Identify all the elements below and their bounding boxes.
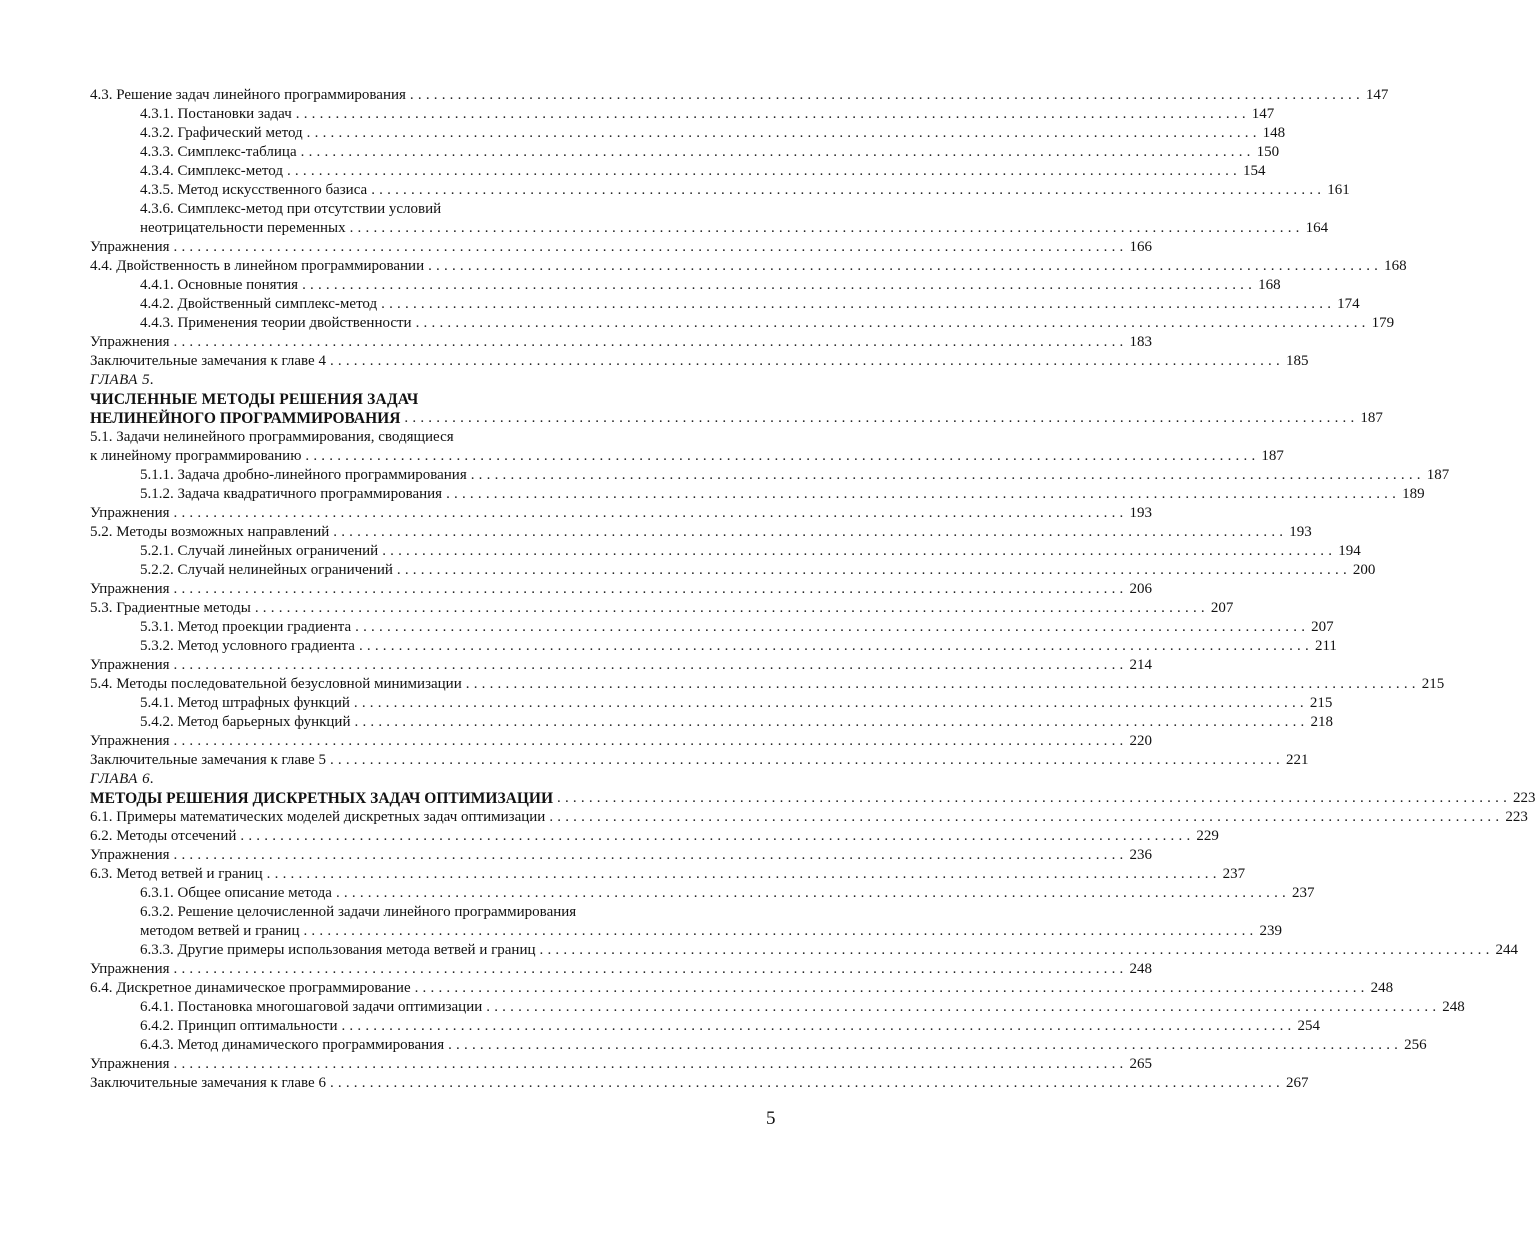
toc-entry: 6.3. Метод ветвей и границ ........................................................................................................................ 237 [90, 866, 1246, 882]
toc-entry: Упражнения ........................................................................................................................ 193 [90, 505, 1152, 521]
toc-entry: Упражнения ........................................................................................................................ 206 [90, 581, 1152, 597]
toc-entry: 5.3.2. Метод условного градиента ........................................................................................................................ 211 [140, 638, 1337, 654]
toc-entry: 6.4.2. Принцип оптимальности ........................................................................................................................ 254 [140, 1018, 1320, 1034]
toc-entry: 4.3. Решение задач линейного программирования ........................................................................................................................ 147 [90, 87, 1389, 103]
toc-entry: Упражнения ........................................................................................................................ 248 [90, 961, 1152, 977]
toc-entry: 6.4.3. Метод динамического программирования ........................................................................................................................ 256 [140, 1037, 1427, 1053]
toc-entry: методом ветвей и границ ........................................................................................................................ 239 [140, 923, 1282, 939]
toc-entry: к линейному программированию ........................................................................................................................ 187 [90, 448, 1284, 464]
toc-entry: 5.4.1. Метод штрафных функций ........................................................................................................................ 215 [140, 695, 1333, 711]
toc-entry: 6.1. Примеры математических моделей дискретных задач оптимизации ........................................................................................................................ 223 [90, 809, 1528, 825]
toc-entry: 5.2.1. Случай линейных ограничений ........................................................................................................................ 194 [140, 543, 1361, 559]
toc-entry: 4.3.1. Постановки задач ........................................................................................................................ 147 [140, 106, 1275, 122]
toc-entry: 5.2. Методы возможных направлений ........................................................................................................................ 193 [90, 524, 1312, 540]
toc-entry: Упражнения ........................................................................................................................ 220 [90, 733, 1152, 749]
toc-entry: 6.3.1. Общее описание метода ........................................................................................................................ 237 [140, 885, 1315, 901]
toc-entry: 4.4. Двойственность в линейном программировании ........................................................................................................................ 168 [90, 258, 1407, 274]
chapter-label: ГЛАВА 6. [90, 771, 155, 787]
toc-entry: Заключительные замечания к главе 6 ........................................................................................................................ 267 [90, 1075, 1309, 1091]
toc-entry: Упражнения ........................................................................................................................ 166 [90, 239, 1152, 255]
toc-entry: Упражнения ........................................................................................................................ 183 [90, 334, 1152, 350]
toc-entry: Упражнения ........................................................................................................................ 214 [90, 657, 1152, 673]
toc-entry: Заключительные замечания к главе 5 ........................................................................................................................ 221 [90, 752, 1309, 768]
toc-entry: Упражнения ........................................................................................................................ 236 [90, 847, 1152, 863]
toc-entry: 4.3.4. Симплекс-метод ........................................................................................................................ 154 [140, 163, 1266, 179]
toc-entry: неотрицательности переменных ........................................................................................................................ 164 [140, 220, 1329, 236]
toc-entry: 6.4. Дискретное динамическое программирование ........................................................................................................................ 248 [90, 980, 1394, 996]
toc-entry: Упражнения ........................................................................................................................ 265 [90, 1056, 1152, 1072]
toc-entry: 5.1.2. Задача квадратичного программирования ........................................................................................................................ 189 [140, 486, 1425, 502]
chapter-title: ЧИСЛЕННЫЕ МЕТОДЫ РЕШЕНИЯ ЗАДАЧ [90, 391, 419, 408]
toc-entry: 5.4.2. Метод барьерных функций ........................................................................................................................ 218 [140, 714, 1333, 730]
toc-entry: 6.3.3. Другие примеры использования метода ветвей и границ ........................................................................................................................ 244 [140, 942, 1519, 958]
toc-entry: 4.4.3. Применения теории двойственности ........................................................................................................................ 179 [140, 315, 1395, 331]
table-of-contents [90, 86, 1536, 1093]
toc-entry: 4.4.2. Двойственный симплекс-метод ........................................................................................................................ 174 [140, 296, 1360, 312]
toc-entry: 5.1.1. Задача дробно-линейного программирования ........................................................................................................................ 187 [140, 467, 1450, 483]
toc-entry-line: 4.3.6. Симплекс-метод при отсутствии условий [140, 201, 442, 217]
toc-entry-line: 6.3.2. Решение целочисленной задачи линейного программирования [140, 904, 577, 920]
toc-entry-line: 5.1. Задачи нелинейного программирования, сводящиеся [90, 429, 454, 445]
chapter-label: ГЛАВА 5. [90, 372, 155, 388]
toc-entry: Заключительные замечания к главе 4 ........................................................................................................................ 185 [90, 353, 1309, 369]
chapter-title-entry: МЕТОДЫ РЕШЕНИЯ ДИСКРЕТНЫХ ЗАДАЧ ОПТИМИЗАЦИИ ........................................................................................................................ 223 [90, 790, 1536, 807]
toc-entry: 5.3.1. Метод проекции градиента ........................................................................................................................ 207 [140, 619, 1334, 635]
toc-entry: 5.3. Градиентные методы ........................................................................................................................ 207 [90, 600, 1234, 616]
toc-entry: 4.3.2. Графический метод ........................................................................................................................ 148 [140, 125, 1286, 141]
toc-entry: 5.2.2. Случай нелинейных ограничений ........................................................................................................................ 200 [140, 562, 1376, 578]
chapter-title-entry: НЕЛИНЕЙНОГО ПРОГРАММИРОВАНИЯ ........................................................................................................................ 187 [90, 410, 1383, 427]
toc-entry: 6.4.1. Постановка многошаговой задачи оптимизации ........................................................................................................................ 248 [140, 999, 1465, 1015]
toc-entry: 4.3.5. Метод искусственного базиса ........................................................................................................................ 161 [140, 182, 1350, 198]
toc-entry: 4.3.3. Симплекс-таблица ........................................................................................................................ 150 [140, 144, 1280, 160]
page-number: 5 [766, 1108, 776, 1129]
toc-entry: 6.2. Методы отсечений ........................................................................................................................ 229 [90, 828, 1219, 844]
toc-entry: 5.4. Методы последовательной безусловной минимизации ........................................................................................................................ 215 [90, 676, 1445, 692]
toc-entry: 4.4.1. Основные понятия ........................................................................................................................ 168 [140, 277, 1281, 293]
